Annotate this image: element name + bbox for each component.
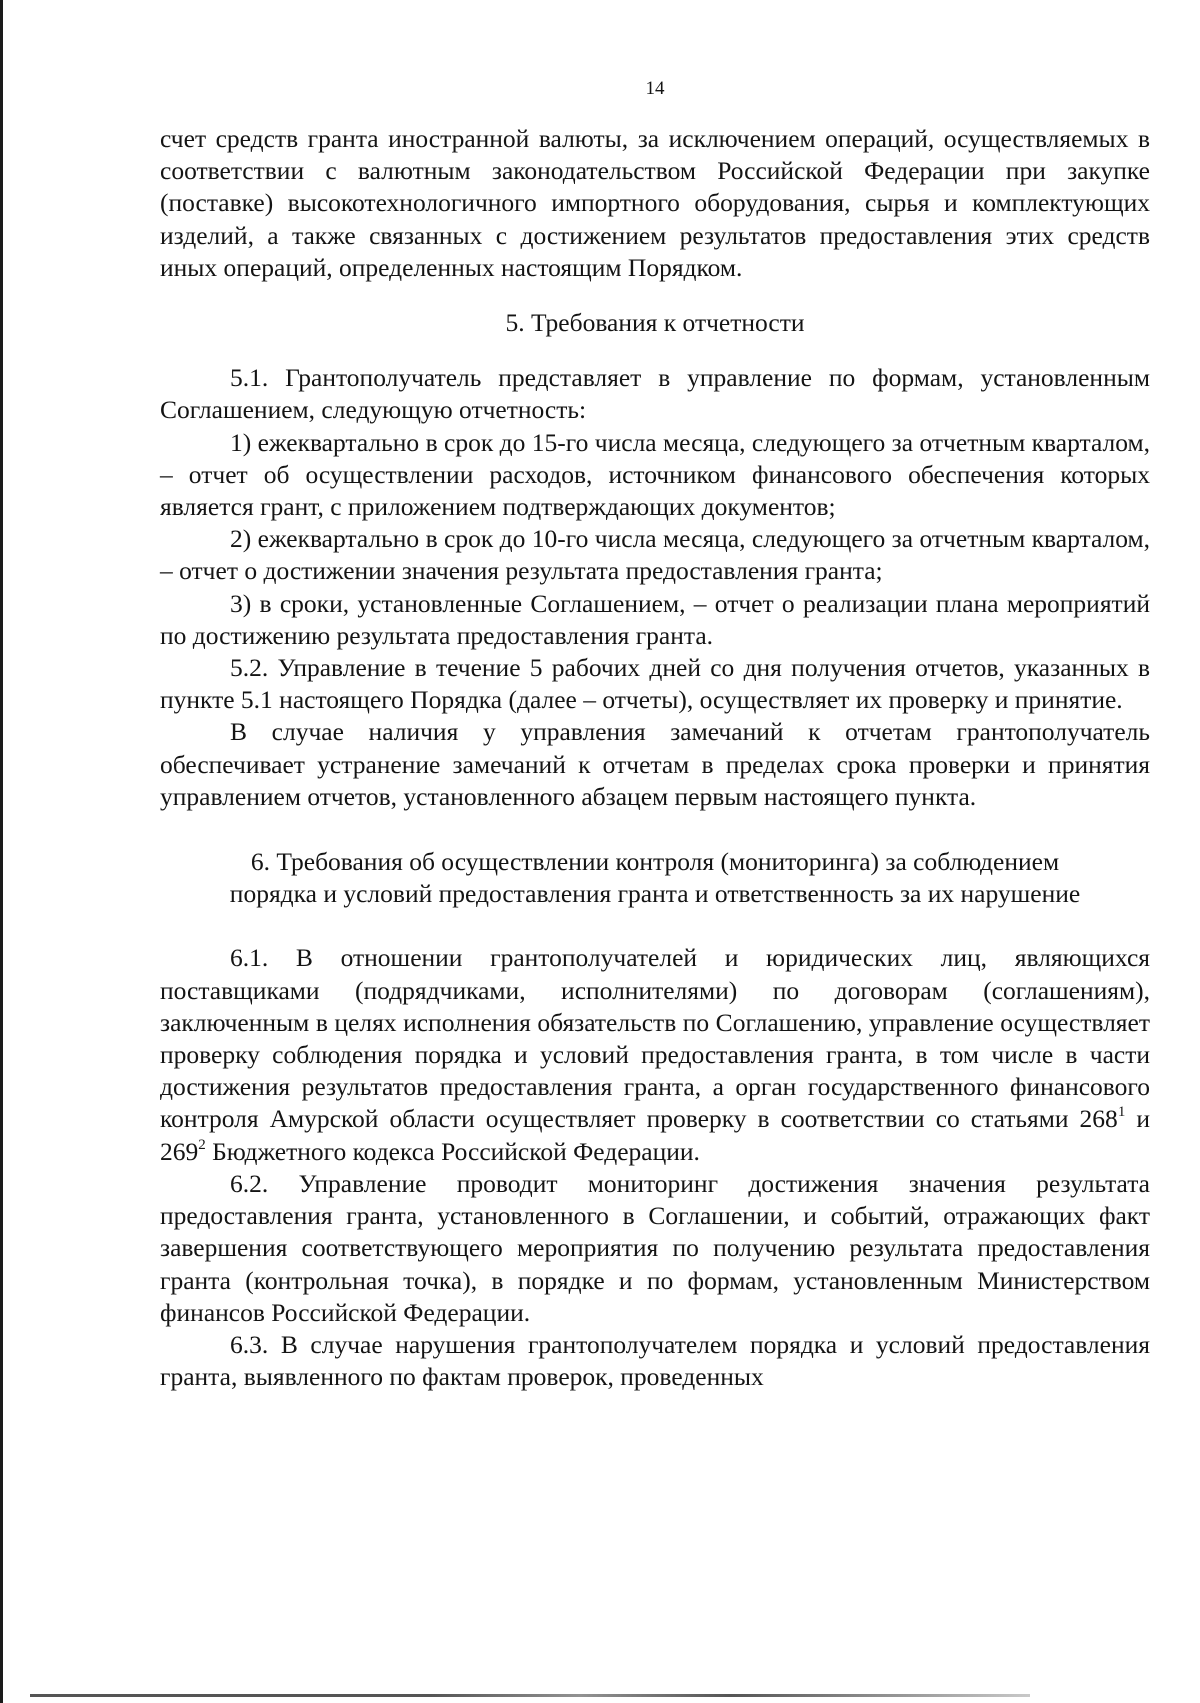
paragraph-6-1-text: 6.1. В отношении грантополучателей и юридических лиц, являющихся поставщиками (подрядчиками, исполнителями) по договорам (соглашениям), заключенным в целях исполнения обязательств по Соглашению, управление осуществляет проверку соблюдения порядка и условий предоставления гранта, в том числе в части достижения результатов предоставления гранта, а орган государственного финансового контроля Амурской области осуществляет проверку в соответствии со статьями 268 (160, 943, 1150, 1134)
paragraph-6-1 (160, 942, 1150, 1167)
list-item-2: 2) ежеквартально в срок до 10-го числа месяца, следующего за отчетным кварталом, – отчет о достижении значения результата предоставления гранта; (160, 524, 1150, 586)
section-6-heading-line-1: 6. Требования об осуществлении контроля (мониторинга) за соблюдением (250, 847, 1060, 877)
article-268-superscript: 1 (1117, 1104, 1126, 1121)
paragraph-6-1-middle: и 269 (160, 1104, 1150, 1166)
document-body (160, 123, 1150, 1393)
paragraph-5-1: 5.1. Грантополучатель представляет в управление по формам, установленным Соглашением, следующую отчетность: (160, 363, 1150, 425)
intro-paragraph: счет средств гранта иностранной валюты, за исключением операций, осуществляемых в соответствии с валютным законодательством Российской Федерации при закупке (поставке) высокотехнологичного импортного оборудования, сырья и комплектующих изделий, а также связанных с достижением результатов предоставления этих средств иных операций, определенных настоящим Порядком. (160, 124, 1150, 282)
page-number: 14 (645, 78, 665, 99)
scan-bottom-edge (30, 1694, 1030, 1697)
list-item-3: 3) в сроки, установленные Соглашением, – отчет о реализации плана мероприятий по достижению результата предоставления гранта. (160, 588, 1150, 650)
section-6-heading-line-2: порядка и условий предоставления гранта и ответственность за их нарушение (229, 879, 1081, 909)
paragraph-5-2: 5.2. Управление в течение 5 рабочих дней со дня получения отчетов, указанных в пункте 5.1 настоящего Порядка (далее – отчеты), осуществляет их проверку и принятие. (160, 653, 1150, 715)
section-6-heading (160, 846, 1150, 910)
list-item-1: 1) ежеквартально в срок до 15-го числа месяца, следующего за отчетным кварталом, – отчет об осуществлении расходов, источником финансового обеспечения которых является грант, с приложением подтверждающих документов; (160, 427, 1150, 522)
article-269-superscript: 2 (198, 1136, 206, 1153)
scan-left-edge (0, 0, 3, 1703)
paragraph-6-3: 6.3. В случае нарушения грантополучателем порядка и условий предоставления гранта, выявленного по фактам проверок, проведенных (160, 1329, 1150, 1392)
paragraph-6-2: 6.2. Управление проводит мониторинг достижения значения результата предоставления гранта, установленного в Соглашении, и событий, отражающих факт завершения соответствующего мероприятия по получению результата предоставления гранта (контрольная точка), в порядке и по формам, установленным Министерством финансов Российской Федерации. (160, 1168, 1150, 1327)
paragraph-5-2-second: В случае наличия у управления замечаний к отчетам грантополучатель обеспечивает устранение замечаний к отчетам в пределах срока проверки и принятия управлением отчетов, установленного абзацем первым настоящего пункта. (160, 717, 1150, 811)
paragraph-6-1-end: Бюджетного кодекса Российской Федерации. (205, 1136, 700, 1166)
section-5-heading: 5. Требования к отчетности (505, 308, 805, 338)
